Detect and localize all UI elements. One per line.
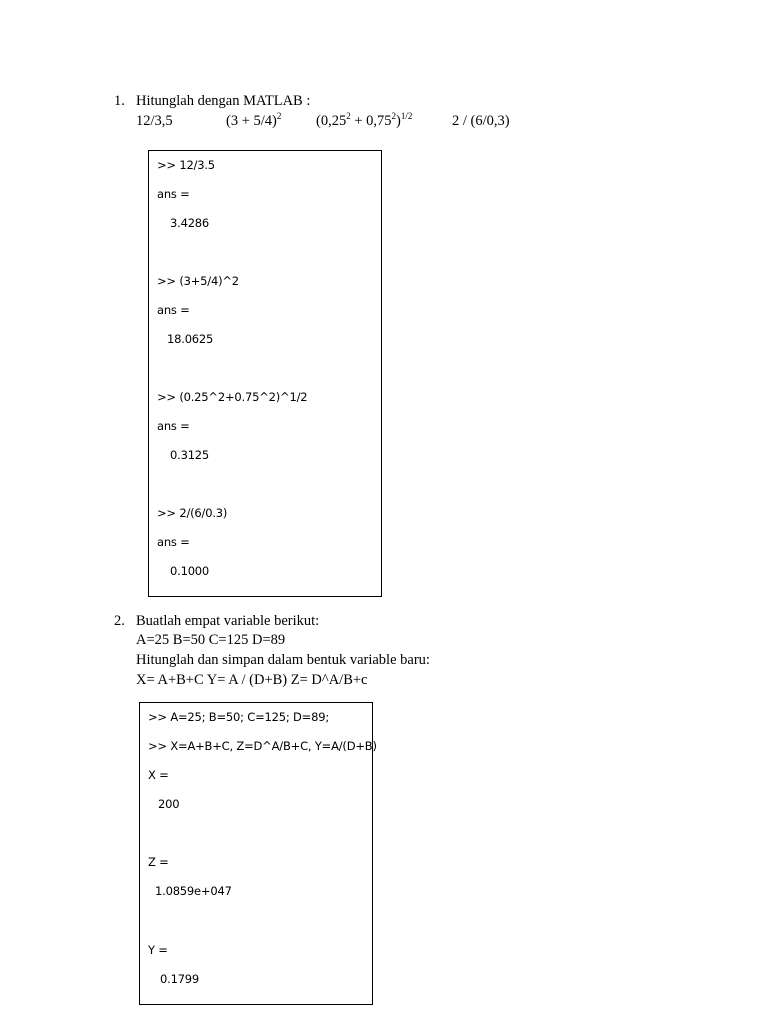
q2-number: 2. bbox=[114, 613, 125, 629]
q1-expr-4: 2 / (6/0,3) bbox=[452, 113, 510, 129]
console-line: Z = bbox=[148, 855, 169, 869]
console-line: >> X=A+B+C, Z=D^A/B+C, Y=A/(D+B) bbox=[148, 739, 377, 753]
q1-number: 1. bbox=[114, 93, 125, 109]
q1-title: Hitunglah dengan MATLAB : bbox=[136, 93, 311, 109]
console-line: 3.4286 bbox=[170, 216, 210, 230]
console-line: ans = bbox=[157, 187, 190, 201]
console-line: 1.0859e+047 bbox=[155, 884, 232, 898]
console-line: ans = bbox=[157, 419, 190, 433]
q2-line-1: Buatlah empat variable berikut: bbox=[136, 613, 320, 629]
console-line: Y = bbox=[148, 943, 168, 957]
q2-line-3: Hitunglah dan simpan dalam bentuk variable baru: bbox=[136, 652, 430, 668]
console-line: >> (3+5/4)^2 bbox=[157, 274, 239, 288]
console-line: 200 bbox=[158, 797, 180, 811]
console-line: 0.1000 bbox=[170, 564, 210, 578]
q1-expr-1: 12/3,5 bbox=[136, 113, 173, 129]
console-line: >> A=25; B=50; C=125; D=89; bbox=[148, 710, 330, 724]
console-line: >> 2/(6/0.3) bbox=[157, 506, 228, 520]
q1-expr-2: $(3 + 5/4)^2$ bbox=[226, 111, 282, 129]
console-line: 0.3125 bbox=[170, 448, 210, 462]
console-line: ans = bbox=[157, 303, 190, 317]
console-line: >> (0.25^2+0.75^2)^1/2 bbox=[157, 390, 308, 404]
q1-console-output bbox=[148, 150, 382, 597]
q1-expr-3: $(0,25^2 + 0,75^2)^{1/2}$ bbox=[316, 111, 413, 129]
q2-console-output bbox=[139, 702, 377, 1005]
q2-line-4: X= A+B+C Y= A / (D+B) Z= D^A/B+c bbox=[136, 672, 368, 688]
console-line: 18.0625 bbox=[167, 332, 214, 346]
console-line: X = bbox=[148, 768, 169, 782]
console-line: >> 12/3.5 bbox=[157, 158, 215, 172]
console-line: ans = bbox=[157, 535, 190, 549]
q2-line-2: A=25 B=50 C=125 D=89 bbox=[136, 632, 286, 648]
console-line: 0.1799 bbox=[160, 972, 200, 986]
